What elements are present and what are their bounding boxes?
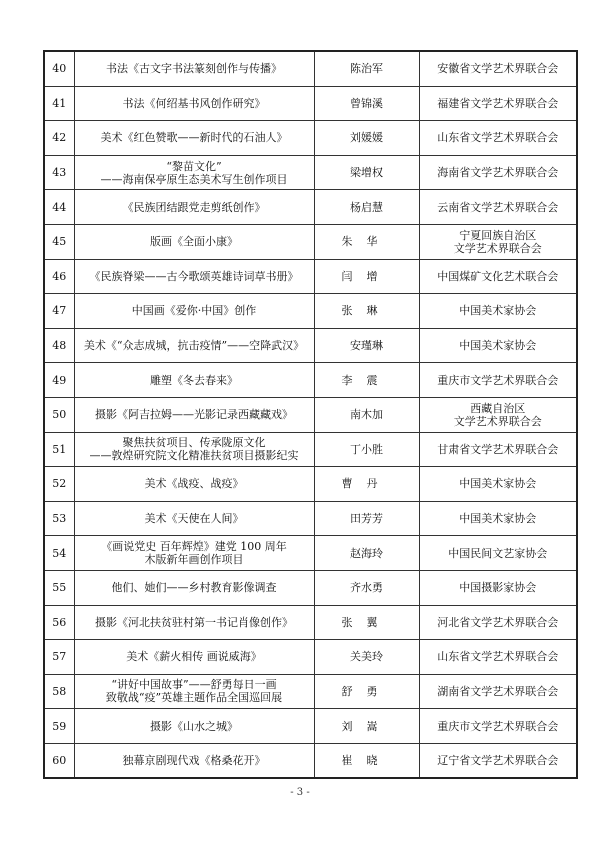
organization-line: 宁夏回族自治区 [459, 228, 537, 242]
organization [419, 259, 577, 294]
project-title-line: 美术《战疫、战疫》 [144, 477, 244, 491]
project-title-line: 美术《天使在人间》 [144, 512, 244, 526]
person-name: 丁小胜 [314, 432, 419, 467]
project-title-line: 中国画《爱你·中国》创作 [131, 304, 257, 318]
organization-line: 辽宁省文学艺术界联合会 [437, 754, 559, 768]
row-number: 51 [44, 432, 74, 467]
organization [419, 224, 577, 259]
table-row [44, 640, 577, 675]
table-row [44, 501, 577, 536]
project-title [74, 467, 314, 502]
project-title [74, 605, 314, 640]
row-number: 52 [44, 467, 74, 502]
project-title-line: 摄影《阿吉拉姆——光影记录西藏藏戏》 [95, 408, 293, 422]
organization-line: 文学艺术界联合会 [453, 241, 542, 255]
person-name: 朱华 [314, 224, 419, 259]
organization [419, 501, 577, 536]
project-title [74, 259, 314, 294]
row-number: 50 [44, 397, 74, 432]
project-title [74, 328, 314, 363]
table-row [44, 259, 577, 294]
row-number: 43 [44, 155, 74, 190]
organization [419, 640, 577, 675]
organization [419, 121, 577, 156]
person-name: 李震 [314, 363, 419, 398]
project-title-line: 书法《古文字书法篆刻创作与传播》 [106, 62, 282, 76]
table-row [44, 605, 577, 640]
project-title [74, 190, 314, 225]
person-name: 陈治军 [314, 51, 419, 86]
project-title [74, 224, 314, 259]
table-row [44, 467, 577, 502]
person-name: 张翼 [314, 605, 419, 640]
project-title [74, 51, 314, 86]
project-title-line: 木版新年画创作项目 [144, 553, 244, 567]
organization [419, 328, 577, 363]
organization-line: 中国美术家协会 [459, 477, 537, 491]
table-row [44, 328, 577, 363]
person-name: 崔晓 [314, 743, 419, 778]
organization [419, 743, 577, 778]
organization-line: 海南省文学艺术界联合会 [437, 166, 559, 180]
project-title-line: 摄影《河北扶贫驻村第一书记肖像创作》 [95, 615, 293, 629]
table-row [44, 86, 577, 121]
organization-line: 中国美术家协会 [459, 339, 537, 353]
organization-line: 湖南省文学艺术界联合会 [437, 684, 559, 698]
organization-line: 中国煤矿文化艺术联合会 [437, 269, 559, 283]
organization-line: 中国摄影家协会 [459, 581, 537, 595]
organization [419, 397, 577, 432]
organization [419, 51, 577, 86]
organization-line: 山东省文学艺术界联合会 [437, 650, 559, 664]
person-name: 闫增 [314, 259, 419, 294]
row-number: 49 [44, 363, 74, 398]
project-title-line: 他们、她们——乡村教育影像调查 [111, 581, 277, 595]
table-row [44, 294, 577, 329]
organization [419, 467, 577, 502]
person-name: 安瑾琳 [314, 328, 419, 363]
organization [419, 86, 577, 121]
table-row [44, 121, 577, 156]
table-row [44, 397, 577, 432]
organization [419, 155, 577, 190]
table-row [44, 363, 577, 398]
project-title-line: ——海南保亭原生态美术写生创作项目 [100, 172, 288, 186]
organization [419, 294, 577, 329]
project-title-line: 《民族脊梁——古今歌颂英雄诗词草书册》 [89, 269, 299, 283]
table-body [44, 51, 577, 778]
row-number: 58 [44, 674, 74, 709]
person-name: 梁增权 [314, 155, 419, 190]
organization-line: 山东省文学艺术界联合会 [437, 131, 559, 145]
project-title [74, 432, 314, 467]
table-row [44, 743, 577, 778]
organization-line: 云南省文学艺术界联合会 [437, 200, 559, 214]
organization [419, 190, 577, 225]
person-name: 舒勇 [314, 674, 419, 709]
organization [419, 363, 577, 398]
project-title [74, 743, 314, 778]
table-row [44, 224, 577, 259]
organization-line: 河北省文学艺术界联合会 [437, 615, 559, 629]
person-name: 刘媛媛 [314, 121, 419, 156]
table-row [44, 536, 577, 571]
project-title-line: 独幕京剧现代戏《格桑花开》 [122, 754, 266, 768]
project-title-line: 致敬战“疫”英雄主题作品全国巡回展 [105, 691, 283, 705]
organization [419, 536, 577, 571]
project-title-line: ——敦煌研究院文化精准扶贫项目摄影纪实 [89, 449, 299, 463]
organization-line: 安徽省文学艺术界联合会 [437, 62, 559, 76]
project-title [74, 294, 314, 329]
table-row [44, 709, 577, 744]
row-number: 46 [44, 259, 74, 294]
person-name: 曹丹 [314, 467, 419, 502]
person-name: 赵海玲 [314, 536, 419, 571]
person-name: 田芳芳 [314, 501, 419, 536]
organization [419, 674, 577, 709]
row-number: 60 [44, 743, 74, 778]
project-title [74, 570, 314, 605]
person-name: 齐水勇 [314, 570, 419, 605]
project-title [74, 640, 314, 675]
project-title-line: 雕塑《冬去春来》 [150, 373, 238, 387]
project-title-line: 摄影《山水之城》 [150, 719, 238, 733]
table-row [44, 190, 577, 225]
project-title-line: 《民族团结跟党走剪纸创作》 [122, 200, 266, 214]
organization-line: 重庆市文学艺术界联合会 [437, 373, 559, 387]
project-title [74, 709, 314, 744]
person-name: 杨启慧 [314, 190, 419, 225]
person-name: 张琳 [314, 294, 419, 329]
project-title [74, 363, 314, 398]
organization [419, 570, 577, 605]
organization-line: 福建省文学艺术界联合会 [437, 96, 559, 110]
project-title-line: 书法《何绍基书风创作研究》 [122, 96, 266, 110]
row-number: 40 [44, 51, 74, 86]
project-title [74, 536, 314, 571]
project-title [74, 501, 314, 536]
table-row [44, 51, 577, 86]
organization [419, 605, 577, 640]
table-row [44, 674, 577, 709]
row-number: 41 [44, 86, 74, 121]
row-number: 44 [44, 190, 74, 225]
row-number: 55 [44, 570, 74, 605]
row-number: 45 [44, 224, 74, 259]
project-title-line: 美术《红色赞歌——新时代的石油人》 [100, 131, 288, 145]
table-row [44, 155, 577, 190]
project-title [74, 674, 314, 709]
row-number: 42 [44, 121, 74, 156]
page-number: - 3 - [290, 787, 310, 798]
row-number: 57 [44, 640, 74, 675]
organization [419, 432, 577, 467]
person-name: 刘嵩 [314, 709, 419, 744]
row-number: 54 [44, 536, 74, 571]
organization-line: 重庆市文学艺术界联合会 [437, 719, 559, 733]
row-number: 53 [44, 501, 74, 536]
row-number: 56 [44, 605, 74, 640]
organization [419, 709, 577, 744]
row-number: 47 [44, 294, 74, 329]
organization-line: 甘肃省文学艺术界联合会 [437, 442, 559, 456]
person-name: 曾锦溪 [314, 86, 419, 121]
project-title-line: 《画说党史 百年辉煌》建党 100 周年 [101, 540, 287, 554]
project-title-line: “黎苗文化” [166, 159, 222, 173]
project-title-line: “讲好中国故事”——舒勇每日一画 [111, 678, 277, 692]
organization-line: 中国美术家协会 [459, 304, 537, 318]
project-title [74, 155, 314, 190]
project-title [74, 397, 314, 432]
project-title-line: 版画《全面小康》 [150, 235, 238, 249]
project-list-table [43, 50, 578, 779]
organization-line: 西藏自治区 [470, 401, 526, 415]
project-title [74, 121, 314, 156]
project-title-line: 美术《薪火相传 画说威海》 [126, 650, 262, 664]
person-name: 关美玲 [314, 640, 419, 675]
project-title-line: 美术《“众志成城，抗击疫情”——空降武汉》 [83, 339, 305, 353]
table-row [44, 432, 577, 467]
row-number: 48 [44, 328, 74, 363]
table-row [44, 570, 577, 605]
organization-line: 中国民间文艺家协会 [448, 546, 548, 560]
organization-line: 中国美术家协会 [459, 512, 537, 526]
person-name: 南木加 [314, 397, 419, 432]
row-number: 59 [44, 709, 74, 744]
project-title-line: 聚焦扶贫项目、传承陇原文化 [122, 436, 266, 450]
project-title [74, 86, 314, 121]
organization-line: 文学艺术界联合会 [453, 414, 542, 428]
